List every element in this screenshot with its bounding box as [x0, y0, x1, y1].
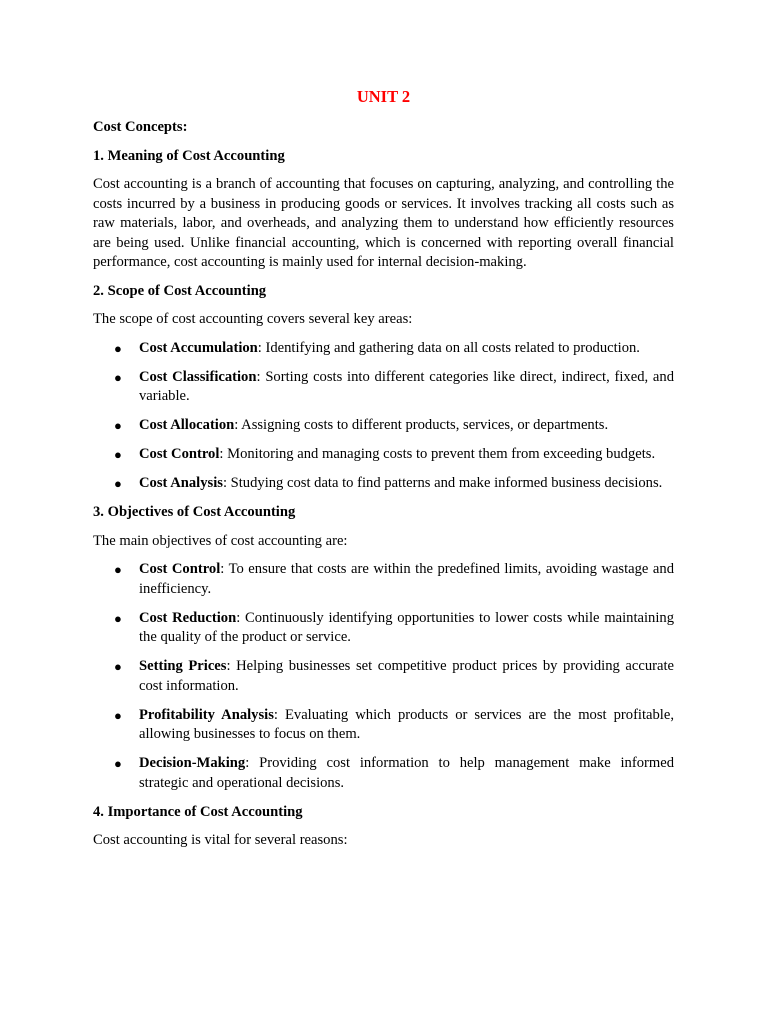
- bullet-icon: ●: [114, 707, 122, 723]
- bullet-icon: ●: [114, 418, 122, 433]
- bullet-term: Cost Control: [139, 561, 221, 577]
- bullet-term: Cost Control: [139, 446, 220, 462]
- list-item: [93, 416, 674, 436]
- list-item: [93, 754, 674, 793]
- list-item: [93, 339, 674, 359]
- bullet-text: : Evaluating which products or services are the most profitable, allowing businesses to focus on them.: [139, 706, 674, 742]
- section-paragraph-scope: The scope of cost accounting covers several key areas:: [93, 311, 413, 327]
- bullet-term: Setting Prices: [139, 658, 227, 674]
- bullet-term: Cost Reduction: [139, 609, 237, 626]
- bullet-term: Cost Analysis: [139, 475, 223, 491]
- bullet-icon: ●: [114, 562, 122, 577]
- bullet-text: : Monitoring and managing costs to prevent them from exceeding budgets.: [219, 446, 656, 462]
- list-item: [93, 560, 674, 599]
- bullet-text: : To ensure that costs are within the predefined limits, avoiding wastage and inefficiency.: [139, 561, 674, 597]
- bullet-term: Cost Allocation: [139, 417, 235, 433]
- bullet-text: : Continuously identifying opportunities to lower costs while maintaining the quality of the product or service.: [139, 609, 675, 645]
- list-item: [93, 609, 674, 648]
- bullet-icon: ●: [114, 610, 122, 626]
- bullet-icon: ●: [114, 340, 122, 356]
- section-heading-meaning: 1. Meaning of Cost Accounting: [93, 147, 285, 164]
- section-paragraph-importance: Cost accounting is vital for several reasons:: [93, 832, 348, 848]
- bullet-term: Cost Classification: [139, 368, 257, 385]
- bullet-text: : Studying cost data to find patterns and make informed business decisions.: [222, 475, 663, 491]
- bullet-icon: ●: [114, 476, 122, 491]
- scope-bullet-list: [93, 339, 674, 494]
- bullet-icon: ●: [114, 447, 122, 462]
- bullet-icon: ●: [114, 369, 122, 385]
- bullet-text: : Assigning costs to different products, services, or departments.: [234, 417, 609, 433]
- bullet-term: Cost Accumulation: [139, 339, 258, 356]
- section-heading-objectives: 3. Objectives of Cost Accounting: [93, 504, 296, 520]
- list-item: [93, 657, 674, 696]
- section-heading-importance: 4. Importance of Cost Accounting: [93, 803, 303, 820]
- unit-title: UNIT 2: [356, 87, 411, 106]
- list-item: [93, 474, 674, 494]
- bullet-text: : Providing cost information to help management make informed strategic and operational decisions.: [139, 755, 674, 791]
- section-heading-scope: 2. Scope of Cost Accounting: [93, 282, 267, 299]
- bullet-text: : Identifying and gathering data on all costs related to production.: [257, 339, 640, 356]
- section-paragraph-meaning: Cost accounting is a branch of accounting that focuses on capturing, analyzing, and controlling the costs incurred by a business in producing goods or services. It involves tracking all costs such as raw materials, labor, and overheads, and analyzing them to understand how efficiently resources are being used. Unlike financial accounting, which is concerned with reporting overall financial performance, cost accounting is mainly used for internal decision-making.: [93, 176, 674, 270]
- list-item: [93, 445, 674, 465]
- bullet-term: Profitability Analysis: [139, 706, 274, 723]
- bullet-term: Decision-Making: [139, 755, 246, 771]
- objectives-bullet-list: [93, 560, 674, 793]
- intro-heading: Cost Concepts:: [93, 119, 188, 135]
- bullet-icon: ●: [114, 659, 122, 674]
- bullet-icon: ●: [114, 756, 122, 771]
- list-item: [93, 706, 674, 745]
- bullet-text: : Sorting costs into different categories like direct, indirect, fixed, and variable.: [139, 368, 674, 404]
- section-paragraph-objectives: The main objectives of cost accounting are:: [93, 532, 348, 549]
- bullet-text: : Helping businesses set competitive product prices by providing accurate cost information.: [139, 658, 675, 694]
- list-item: [93, 368, 674, 407]
